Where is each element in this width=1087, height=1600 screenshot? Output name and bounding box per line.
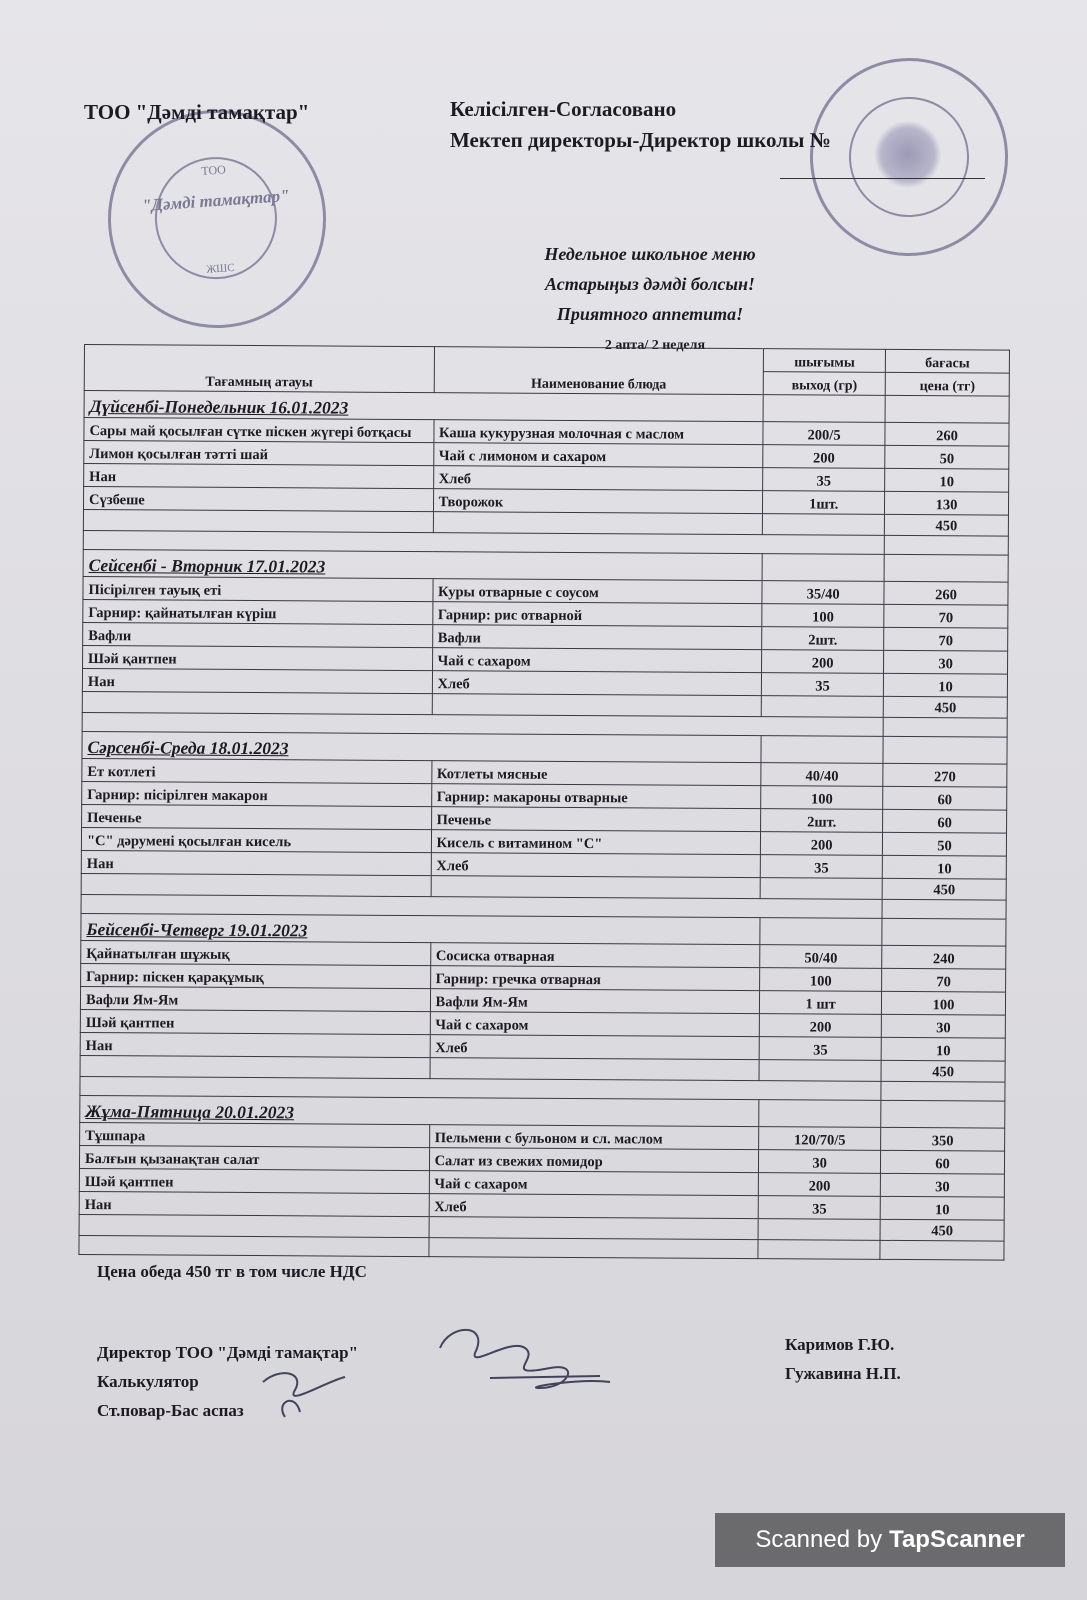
- dish-name-ru: Кисель с витамином "С": [431, 830, 761, 855]
- greeting-ru: Приятного аппетита!: [556, 304, 744, 324]
- dish-name-kz: Гарнир: пісірілген макарон: [82, 781, 432, 806]
- dish-yield: 100: [760, 968, 882, 992]
- director-signature: [430, 1318, 630, 1408]
- dish-yield: 200: [758, 1173, 880, 1197]
- dish-name-kz: Нан: [79, 1191, 429, 1216]
- company-stamp-left: [101, 103, 334, 336]
- dish-price: 70: [884, 627, 1008, 651]
- dish-price: 70: [882, 968, 1006, 992]
- dish-price: 10: [881, 1037, 1005, 1061]
- calculator-label: Калькулятор: [97, 1372, 199, 1391]
- day-title: Сейсенбі - Вторник 17.01.2023: [83, 549, 762, 580]
- signatory-2: Гужавина Н.П.: [785, 1364, 901, 1383]
- day-title: Жұма-Пятница 20.01.2023: [80, 1095, 759, 1126]
- approval-line-2: Мектеп директоры-Директор школы №: [450, 128, 831, 152]
- empty-cell: [759, 1100, 881, 1128]
- empty-cell: [761, 736, 883, 764]
- dish-yield: 35: [763, 468, 885, 492]
- dish-price: 50: [882, 832, 1006, 856]
- dish-name-ru: Чай с сахаром: [430, 1012, 760, 1037]
- dish-name-ru: Каша кукурузная молочная с маслом: [433, 420, 763, 445]
- dish-name-ru: Хлеб: [433, 466, 763, 491]
- scanner-watermark: [715, 1513, 1065, 1567]
- dish-yield: 35/40: [762, 581, 884, 605]
- empty-cell: [429, 1238, 759, 1259]
- empty-cell: [882, 899, 1006, 919]
- header-price-ru: цена (тг): [885, 372, 1009, 396]
- approval-line-1: Келісілген-Согласовано: [450, 97, 677, 121]
- dish-yield: 35: [758, 1196, 880, 1220]
- dish-name-kz: Вафли: [83, 622, 433, 647]
- dish-name-kz: Шәй қантпен: [83, 645, 433, 670]
- dish-name-kz: Гарнир: піскен қарақұмық: [81, 963, 431, 988]
- dish-yield: 120/70/5: [759, 1127, 881, 1151]
- dish-price: 10: [882, 855, 1006, 879]
- dish-name-ru: Вафли Ям-Ям: [430, 989, 760, 1014]
- empty-cell: [429, 1217, 759, 1240]
- director-label: Директор ТОО "Дәмді тамақтар": [97, 1343, 359, 1362]
- empty-cell: [884, 554, 1008, 582]
- empty-cell: [80, 1055, 430, 1078]
- dish-price: 260: [884, 581, 1008, 605]
- dish-yield: 200: [762, 650, 884, 674]
- dish-name-kz: Нан: [84, 464, 434, 489]
- dish-name-ru: Сосиска отварная: [430, 943, 760, 968]
- dish-yield: 35: [760, 855, 882, 879]
- day-total-price: 450: [880, 1219, 1004, 1241]
- dish-name-ru: Гарнир: макароны отварные: [431, 784, 761, 809]
- empty-cell: [432, 694, 762, 717]
- dish-yield: 1 шт: [760, 991, 882, 1015]
- dish-name-ru: Гарнир: рис отварной: [432, 602, 762, 627]
- empty-cell: [760, 878, 882, 900]
- empty-cell: [760, 918, 882, 946]
- menu-body: [79, 391, 1009, 1261]
- header-name-ru: Наименование блюда: [434, 347, 764, 395]
- dish-name-ru: Котлеты мясные: [431, 761, 761, 786]
- dish-price: 30: [884, 650, 1008, 674]
- dish-yield: 1шт.: [763, 491, 885, 515]
- empty-cell: [79, 1214, 429, 1237]
- dish-name-kz: Балғын қызанақтан салат: [79, 1145, 429, 1170]
- dish-name-kz: Вафли Ям-Ям: [80, 986, 430, 1011]
- dish-yield: 35: [759, 1037, 881, 1061]
- dish-name-ru: Творожок: [433, 489, 763, 514]
- empty-cell: [759, 1060, 881, 1082]
- empty-cell: [79, 1235, 429, 1256]
- dish-price: 30: [881, 1014, 1005, 1038]
- day-title: Дүйсенбі-Понедельник 16.01.2023: [84, 391, 763, 422]
- dish-yield: 40/40: [761, 763, 883, 787]
- empty-cell: [883, 736, 1007, 764]
- dish-name-ru: Пельмени с бульоном и сл. маслом: [429, 1125, 759, 1150]
- dish-yield: 200: [761, 832, 883, 856]
- dish-name-kz: Қайнатылған шұжық: [81, 940, 431, 965]
- empty-cell: [433, 512, 763, 535]
- dish-price: 60: [881, 1150, 1005, 1174]
- dish-name-ru: Хлеб: [430, 1035, 760, 1060]
- day-total-price: 450: [883, 696, 1007, 718]
- dish-yield: 200: [759, 1014, 881, 1038]
- empty-cell: [431, 876, 761, 899]
- empty-cell: [430, 1058, 760, 1081]
- empty-cell: [884, 535, 1008, 555]
- dish-price: 60: [883, 786, 1007, 810]
- day-title: Сәрсенбі-Среда 18.01.2023: [82, 731, 761, 762]
- company-name: ТОО "Дәмді тамақтар": [84, 100, 310, 124]
- empty-cell: [763, 395, 885, 423]
- dish-name-ru: Куры отварные с соусом: [433, 579, 763, 604]
- empty-cell: [761, 696, 883, 718]
- dish-price: 270: [883, 763, 1007, 787]
- empty-cell: [758, 1240, 880, 1260]
- dish-name-kz: Шәй қантпен: [79, 1168, 429, 1193]
- signatory-1: Каримов Г.Ю.: [785, 1335, 895, 1354]
- chef-label: Ст.повар-Бас аспаз: [97, 1401, 244, 1420]
- empty-cell: [83, 509, 433, 532]
- dish-name-ru: Хлеб: [429, 1194, 759, 1219]
- dish-name-kz: Шәй қантпен: [80, 1009, 430, 1034]
- dish-price: 10: [880, 1196, 1004, 1220]
- dish-name-ru: Салат из свежих помидор: [429, 1148, 759, 1173]
- dish-name-kz: Нан: [81, 850, 431, 875]
- dish-price: 10: [883, 673, 1007, 697]
- dish-price: 10: [885, 468, 1009, 492]
- empty-cell: [82, 691, 432, 714]
- dish-price: 100: [882, 991, 1006, 1015]
- signatory-names: [785, 1330, 901, 1388]
- dish-price: 240: [882, 945, 1006, 969]
- dish-name-kz: Пісірілген тауық еті: [83, 576, 433, 601]
- dish-price: 60: [883, 809, 1007, 833]
- dish-yield: 35: [762, 673, 884, 697]
- dish-yield: 2шт.: [761, 809, 883, 833]
- dish-yield: 30: [759, 1150, 881, 1174]
- dish-name-ru: Печенье: [431, 807, 761, 832]
- dish-price: 260: [885, 422, 1009, 446]
- dish-yield: 100: [761, 786, 883, 810]
- dish-price: 30: [880, 1173, 1004, 1197]
- week-label: 2 апта/ 2 неделя: [604, 338, 706, 353]
- stamp-text-middle: "Дәмді тамақтар": [141, 185, 291, 216]
- stamp-text-top: ТОО: [200, 162, 227, 178]
- dish-yield: 200/5: [763, 422, 885, 446]
- empty-cell: [758, 1219, 880, 1241]
- dish-name-kz: Печенье: [82, 804, 432, 829]
- header-yield-kz: шығымы: [764, 349, 886, 373]
- dish-name-kz: "С" дәрумені қосылған кисель: [81, 827, 431, 852]
- dish-yield: 100: [762, 604, 884, 628]
- dish-price: 350: [881, 1127, 1005, 1151]
- watermark-brand: TapScanner: [889, 1526, 1025, 1553]
- day-total-price: 450: [881, 1060, 1005, 1082]
- dish-price: 130: [885, 491, 1009, 515]
- price-note: Цена обеда 450 тг в том числе НДС: [97, 1262, 367, 1281]
- empty-cell: [885, 395, 1009, 423]
- dish-name-kz: Сары май қосылған сүтке піскен жүгері ботқасы: [84, 418, 434, 443]
- approval-signature-line: [780, 178, 985, 179]
- dish-name-ru: Вафли: [432, 625, 762, 650]
- calculator-signature: [255, 1362, 365, 1422]
- dish-yield: 200: [763, 445, 885, 469]
- day-title: Бейсенбі-Четверг 19.01.2023: [81, 913, 760, 944]
- dish-name-ru: Хлеб: [431, 853, 761, 878]
- dish-price: 50: [885, 445, 1009, 469]
- stamp-text-bottom: ЖШС: [205, 261, 236, 276]
- dish-yield: 50/40: [760, 945, 882, 969]
- empty-cell: [763, 514, 885, 536]
- dish-name-kz: Гарнир: қайнатылған күріш: [83, 599, 433, 624]
- dish-price: 70: [884, 604, 1008, 628]
- empty-cell: [762, 554, 884, 582]
- dish-name-kz: Ет котлеті: [82, 758, 432, 783]
- dish-name-kz: Лимон қосылған тәтті шай: [84, 441, 434, 466]
- dish-name-kz: Тұшпара: [80, 1122, 430, 1147]
- menu-table: [78, 344, 1010, 1261]
- header-yield-ru: выход (гр): [763, 372, 885, 396]
- watermark-prefix: Scanned by: [755, 1526, 883, 1553]
- empty-cell: [881, 1100, 1005, 1128]
- dish-name-ru: Чай с сахаром: [432, 648, 762, 673]
- empty-cell: [883, 717, 1007, 737]
- menu-title: Недельное школьное меню: [544, 244, 756, 264]
- header-price-kz: бағасы: [885, 349, 1009, 373]
- empty-cell: [81, 873, 431, 896]
- dish-name-kz: Сүзбеше: [83, 487, 433, 512]
- dish-name-kz: Нан: [82, 668, 432, 693]
- empty-cell: [880, 1240, 1004, 1260]
- header-name-kz: Тағамның атауы: [84, 345, 434, 393]
- greeting-kz: Астарыңыз дәмді болсын!: [545, 274, 755, 294]
- approval-block: [450, 94, 831, 156]
- day-total-price: 450: [884, 514, 1008, 536]
- dish-name-ru: Гарнир: гречка отварная: [430, 966, 760, 991]
- dish-name-ru: Чай с лимоном и сахаром: [433, 443, 763, 468]
- dish-name-ru: Чай с сахаром: [429, 1171, 759, 1196]
- empty-cell: [882, 918, 1006, 946]
- day-total-price: 450: [882, 878, 1006, 900]
- dish-yield: 2шт.: [762, 627, 884, 651]
- empty-cell: [881, 1081, 1005, 1101]
- dish-name-kz: Нан: [80, 1032, 430, 1057]
- dish-name-ru: Хлеб: [432, 671, 762, 696]
